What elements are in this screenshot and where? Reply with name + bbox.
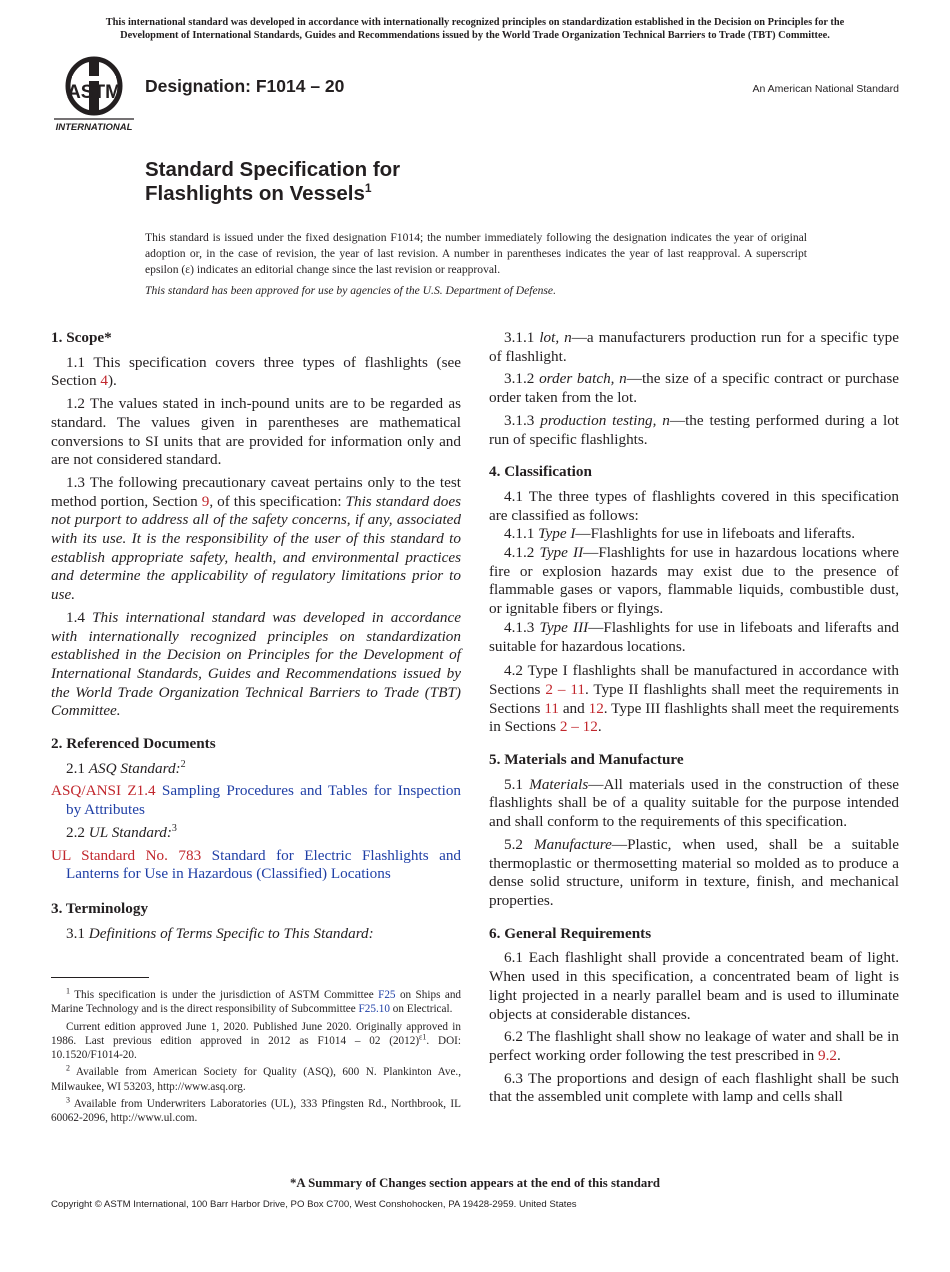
link-section-12[interactable]: 12: [588, 699, 604, 717]
summary-of-changes-note: *A Summary of Changes section appears at the end of this standard: [289, 1176, 661, 1190]
logo-subtext: INTERNATIONAL: [55, 122, 133, 133]
link-ul-title[interactable]: Standard for Electric Flashlights and Lanterns for Use in Hazardous (Classified) Locations: [66, 846, 462, 883]
link-ul-783[interactable]: UL Standard No. 783: [51, 846, 202, 864]
para-1-2: 1.2 The values stated in inch-pound units are to be regarded as standard. The values given in parentheses are mathematical conversions to SI units that are provided for information only and are not considered standard.: [51, 395, 461, 469]
section-heading-scope: 1. Scope*: [51, 329, 112, 346]
footnote-1-edition: Current edition approved June 1, 2020. Published June 2020. Originally approved in 1986. Last previous edition approved in 2012 as F1014 – 02 $(2012)^{\varepsilon 1}$. DOI: 10.1520/F1014-20.: [51, 1020, 461, 1062]
para-2-1: 2.1 ASQ Standard:$^2$: [66, 758, 186, 777]
para-4-1-2: 4.1.2 Type II—Flashlights for use in hazardous locations where fire or explosion hazards may exist due to the presence of flammable gases or vapors, flammable liquids, combustible dust, or ignitable fibers or flyings.: [489, 544, 900, 618]
section-heading-terminology: 3. Terminology: [51, 899, 149, 917]
footnote-2: $^2$ Available from American Society for Quality (ASQ), 600 N. Plankinton Ave., Milwaukee, WI 53203, http://www.asq.org.: [51, 1063, 461, 1093]
title-line-2: Flashlights on Vessels: [145, 182, 365, 205]
link-sections-2-11[interactable]: 2 – 11: [545, 680, 585, 698]
intro-paragraph: This standard is issued under the fixed designation F1014; the number immediately following the designation indicates the year of original adoption or, in the case of revision, the year of last revision. A number in parentheses indicates the year of last reapproval. A superscript epsilon (ε) indicates an editorial change since the last revision or reapproval.: [145, 231, 807, 276]
section-heading-classification: 4. Classification: [489, 463, 592, 481]
para-6-2: 6.2 The flashlight shall show no leakage of water and shall be in perfect working order following the test prescribed in 9.2.: [489, 1028, 899, 1064]
designation: Designation: F1014 – 20: [145, 76, 345, 96]
notice-line-1: This international standard was developed in accordance with internationally recognized principles on standardization established in the Decision on Principles for the: [105, 17, 845, 28]
reference-asq: [51, 782, 461, 819]
american-national-standard: An American National Standard: [752, 83, 899, 95]
para-1-4: 1.4 This international standard was developed in accordance with internationally recognized principles on standardization established in the Decision on Principles for the Development of International Standards, Guides and Recommendations issued by the World Trade Organization Technical Barriers to Trade (TBT) Committee.: [51, 608, 462, 720]
para-6-1: 6.1 Each flashlight shall provide a concentrated beam of light. When used in this specification, a concentrated beam of light is light projected in a nearly parallel beam and is used to illuminate objects at considerable distances.: [489, 949, 899, 1023]
para-4-2: 4.2 Type I flashlights shall be manufactured in accordance with Sections 2 – 11. Type II flashlights shall meet the requirements in Sections 11 and 12. Type III flashlights shall meet the requirements in Sections 2 – 12.: [489, 662, 899, 736]
link-section-9-2[interactable]: 9.2: [817, 1046, 837, 1064]
link-section-4[interactable]: 4: [100, 372, 108, 390]
para-4-1-1: 4.1.1 Type I—Flashlights for use in lifeboats and liferafts.: [504, 525, 856, 543]
logo-text: ASTM: [67, 82, 121, 103]
document-title: [145, 158, 400, 206]
footnote-3: $^3$ Available from Underwriters Laboratories (UL), 333 Pfingsten Rd., Northbrook, IL 60062-2096, http://www.ul.com.: [51, 1095, 461, 1125]
right-column: [489, 329, 899, 1111]
para-3-1-1: 3.1.1 lot, n—a manufacturers production run for a specific type of flashlight.: [489, 329, 899, 365]
notice-line-2: Development of International Standards, Guides and Recommendations issued by the World Trade Organization Technical Barriers to Trade (TBT) Committee.: [120, 30, 830, 41]
reference-ul: [51, 847, 461, 884]
copyright: Copyright © ASTM International, 100 Barr Harbor Drive, PO Box C700, West Conshohocken, PA 19428-2959. United States: [51, 1199, 577, 1210]
title-line-1: Standard Specification for: [145, 158, 401, 181]
para-1-3: 1.3 The following precautionary caveat pertains only to the test method portion, Section 9, of this specification: This standard does not purport to address all of the safety concerns, if any, associated with its use. It is the responsibility of the user of this standard to establish appropriate safety, health, and environmental practices and determine the applicability of regulatory limitations prior to use.: [51, 473, 461, 604]
para-3-1-2: 3.1.2 order batch, n—the size of a specific contract or purchase order taken from the lot.: [489, 370, 900, 407]
para-6-3: 6.3 The proportions and design of each flashlight shall be such that the assembled unit complete with lamp and cells shall: [489, 1069, 899, 1106]
link-section-11[interactable]: 11: [544, 699, 559, 717]
link-f25[interactable]: F25: [378, 989, 396, 1001]
link-asq-title[interactable]: Sampling Procedures and Tables for Inspection by Attributes: [66, 782, 462, 819]
para-1-1: 1.1 This specification covers three types of flashlights (see Section 4).: [51, 353, 461, 390]
para-5-2: 5.2 Manufacture—Plastic, when used, shall be a suitable thermoplastic or thermosetting material so molded as to produce a dense solid structure, uniform in texture, finish, and mechanical properties.: [489, 835, 899, 909]
astm-logo-icon: [52, 56, 136, 134]
dod-approval: This standard has been approved for use by agencies of the U.S. Department of Defense.: [145, 284, 556, 297]
link-section-9[interactable]: 9: [201, 492, 210, 510]
para-4-1-3: 4.1.3 Type III—Flashlights for use in lifeboats and liferafts and suitable for hazardous locations.: [489, 618, 900, 655]
footnote-1: $^1$ This specification is under the jurisdiction of ASTM Committee F25 on Ships and Marine Technology and is the direct responsibility of Subcommittee F25.10 on Electrical.: [51, 986, 462, 1016]
footnotes: [51, 988, 461, 1129]
para-3-1-3: 3.1.3 production testing, n—the testing performed during a lot run of specific flashlights.: [489, 411, 900, 448]
link-sections-2-12[interactable]: 2 – 12: [559, 718, 598, 736]
section-heading-materials: 5. Materials and Manufacture: [489, 751, 684, 769]
para-5-1: 5.1 Materials—All materials used in the construction of these flashlights shall be of a quality suitable for the purpose intended and shall conform to the requirements of this specification.: [489, 775, 900, 831]
para-4-1: 4.1 The three types of flashlights covered in this specification are classified as follows:: [489, 487, 899, 524]
top-notice: [40, 16, 910, 42]
link-f25-10[interactable]: F25.10: [358, 1003, 390, 1016]
para-2-2: 2.2 UL Standard:$^3$: [66, 822, 177, 841]
title-footnote-mark: 1: [364, 181, 372, 195]
left-column: [51, 329, 461, 947]
footnote-divider: [51, 977, 149, 978]
link-asq-z14[interactable]: ASQ/ANSI Z1.4: [51, 782, 156, 800]
astm-logo: [52, 56, 136, 134]
section-heading-general: 6. General Requirements: [489, 924, 652, 942]
section-heading-referenced: 2. Referenced Documents: [51, 735, 216, 753]
para-3-1: 3.1 Definitions of Terms Specific to This Standard:: [66, 924, 374, 942]
